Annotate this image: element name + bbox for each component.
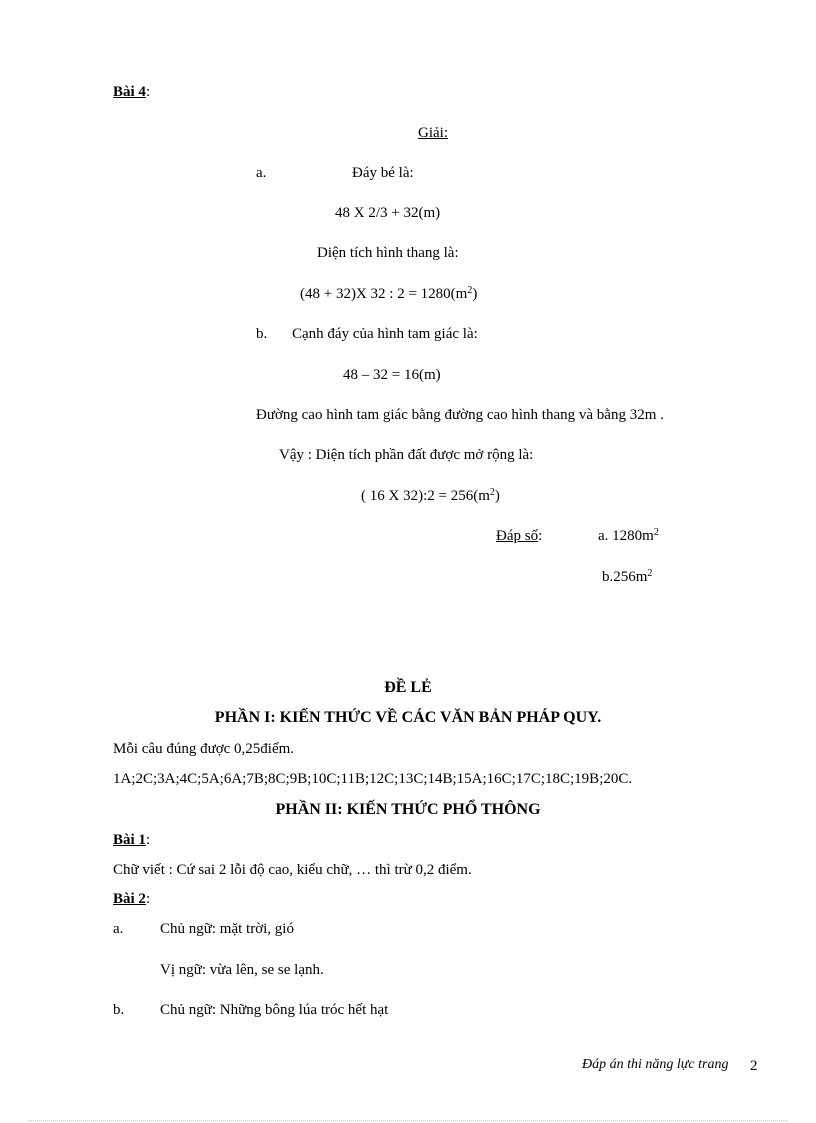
answer-a-sup: 2	[653, 527, 659, 538]
bai2-a-marker: a.	[113, 921, 124, 937]
trapezoid-area-title: Diện tích hình thang là:	[317, 245, 459, 261]
calc-trapezoid-sup: 2	[467, 285, 473, 296]
bai2-a-subject: Chủ ngữ: mặt trời, gió	[160, 921, 294, 937]
footer-divider	[28, 1120, 788, 1121]
part-a-title: Đáy bé là:	[352, 165, 414, 181]
answer-label-line	[496, 527, 542, 545]
part1-title: PHẦN I: KIẾN THỨC VỀ CÁC VĂN BẢN PHÁP QUY.	[214, 709, 602, 726]
calc-expanded-area	[361, 487, 500, 505]
de-le-title: ĐỀ LẺ	[384, 679, 432, 696]
footer-label: Đáp án thi năng lực trang	[582, 1057, 729, 1072]
bai2-b-marker: b.	[113, 1002, 125, 1018]
answer-b	[602, 568, 652, 586]
part-b-marker: b.	[256, 326, 268, 342]
calc-trapezoid-main: (48 + 32)X 32 : 2 = 1280(m	[300, 286, 468, 302]
bai2-heading: Bài 2	[113, 891, 146, 907]
bai2-a-predicate: Vị ngữ: vừa lên, se se lạnh.	[160, 962, 324, 978]
answer-a-main: a. 1280m	[598, 528, 654, 544]
answer-label-colon: :	[538, 528, 543, 544]
bai1-colon: :	[145, 832, 151, 848]
calc-small-base: 48 X 2/3 + 32(m)	[335, 205, 441, 221]
calc-trapezoid-area	[300, 285, 477, 303]
answer-label: Đáp số	[496, 528, 539, 544]
bai4-heading-colon: :	[145, 84, 151, 100]
bai1-text: Chữ viết : Cứ sai 2 lỗi độ cao, kiểu chữ, … thì trừ 0,2 điểm.	[113, 862, 472, 878]
bai1-heading-line	[113, 831, 150, 849]
calc-expanded-sup: 2	[489, 487, 495, 498]
bai2-colon: :	[145, 891, 151, 907]
footer-page-number: 2	[750, 1058, 758, 1074]
calc-expanded-end: )	[494, 488, 500, 504]
part-b-title: Cạnh đáy của hình tam giác là:	[292, 326, 478, 342]
giai-label: Giải:	[418, 125, 448, 141]
height-statement: Đường cao hình tam giác bằng đường cao hình thang và bằng 32m .	[256, 407, 664, 423]
bai2-heading-line	[113, 890, 150, 908]
part2-title: PHẦN II: KIẾN THỨC PHỔ THÔNG	[275, 801, 541, 818]
calc-trapezoid-end: )	[472, 286, 478, 302]
bai4-heading-line	[113, 83, 150, 101]
calc-expanded-main: ( 16 X 32):2 = 256(m	[361, 488, 490, 504]
answer-b-sup: 2	[647, 568, 653, 579]
answer-a	[598, 527, 659, 545]
part-a-marker: a.	[256, 165, 267, 181]
answer-b-main: b.256m	[602, 569, 648, 585]
bai4-heading: Bài 4	[113, 84, 146, 100]
part1-score: Mỗi câu đúng được 0,25điểm.	[113, 741, 295, 757]
part1-answers: 1A;2C;3A;4C;5A;6A;7B;8C;9B;10C;11B;12C;13C;14B;15A;16C;17C;18C;19B;20C.	[113, 771, 633, 787]
calc-triangle-base: 48 – 32 = 16(m)	[343, 367, 441, 383]
bai1-heading: Bài 1	[113, 832, 146, 848]
bai2-b-subject: Chủ ngữ: Những bông lúa tróc hết hạt	[160, 1002, 389, 1018]
conclusion-line: Vậy : Diện tích phần đất được mở rộng là:	[279, 447, 534, 463]
